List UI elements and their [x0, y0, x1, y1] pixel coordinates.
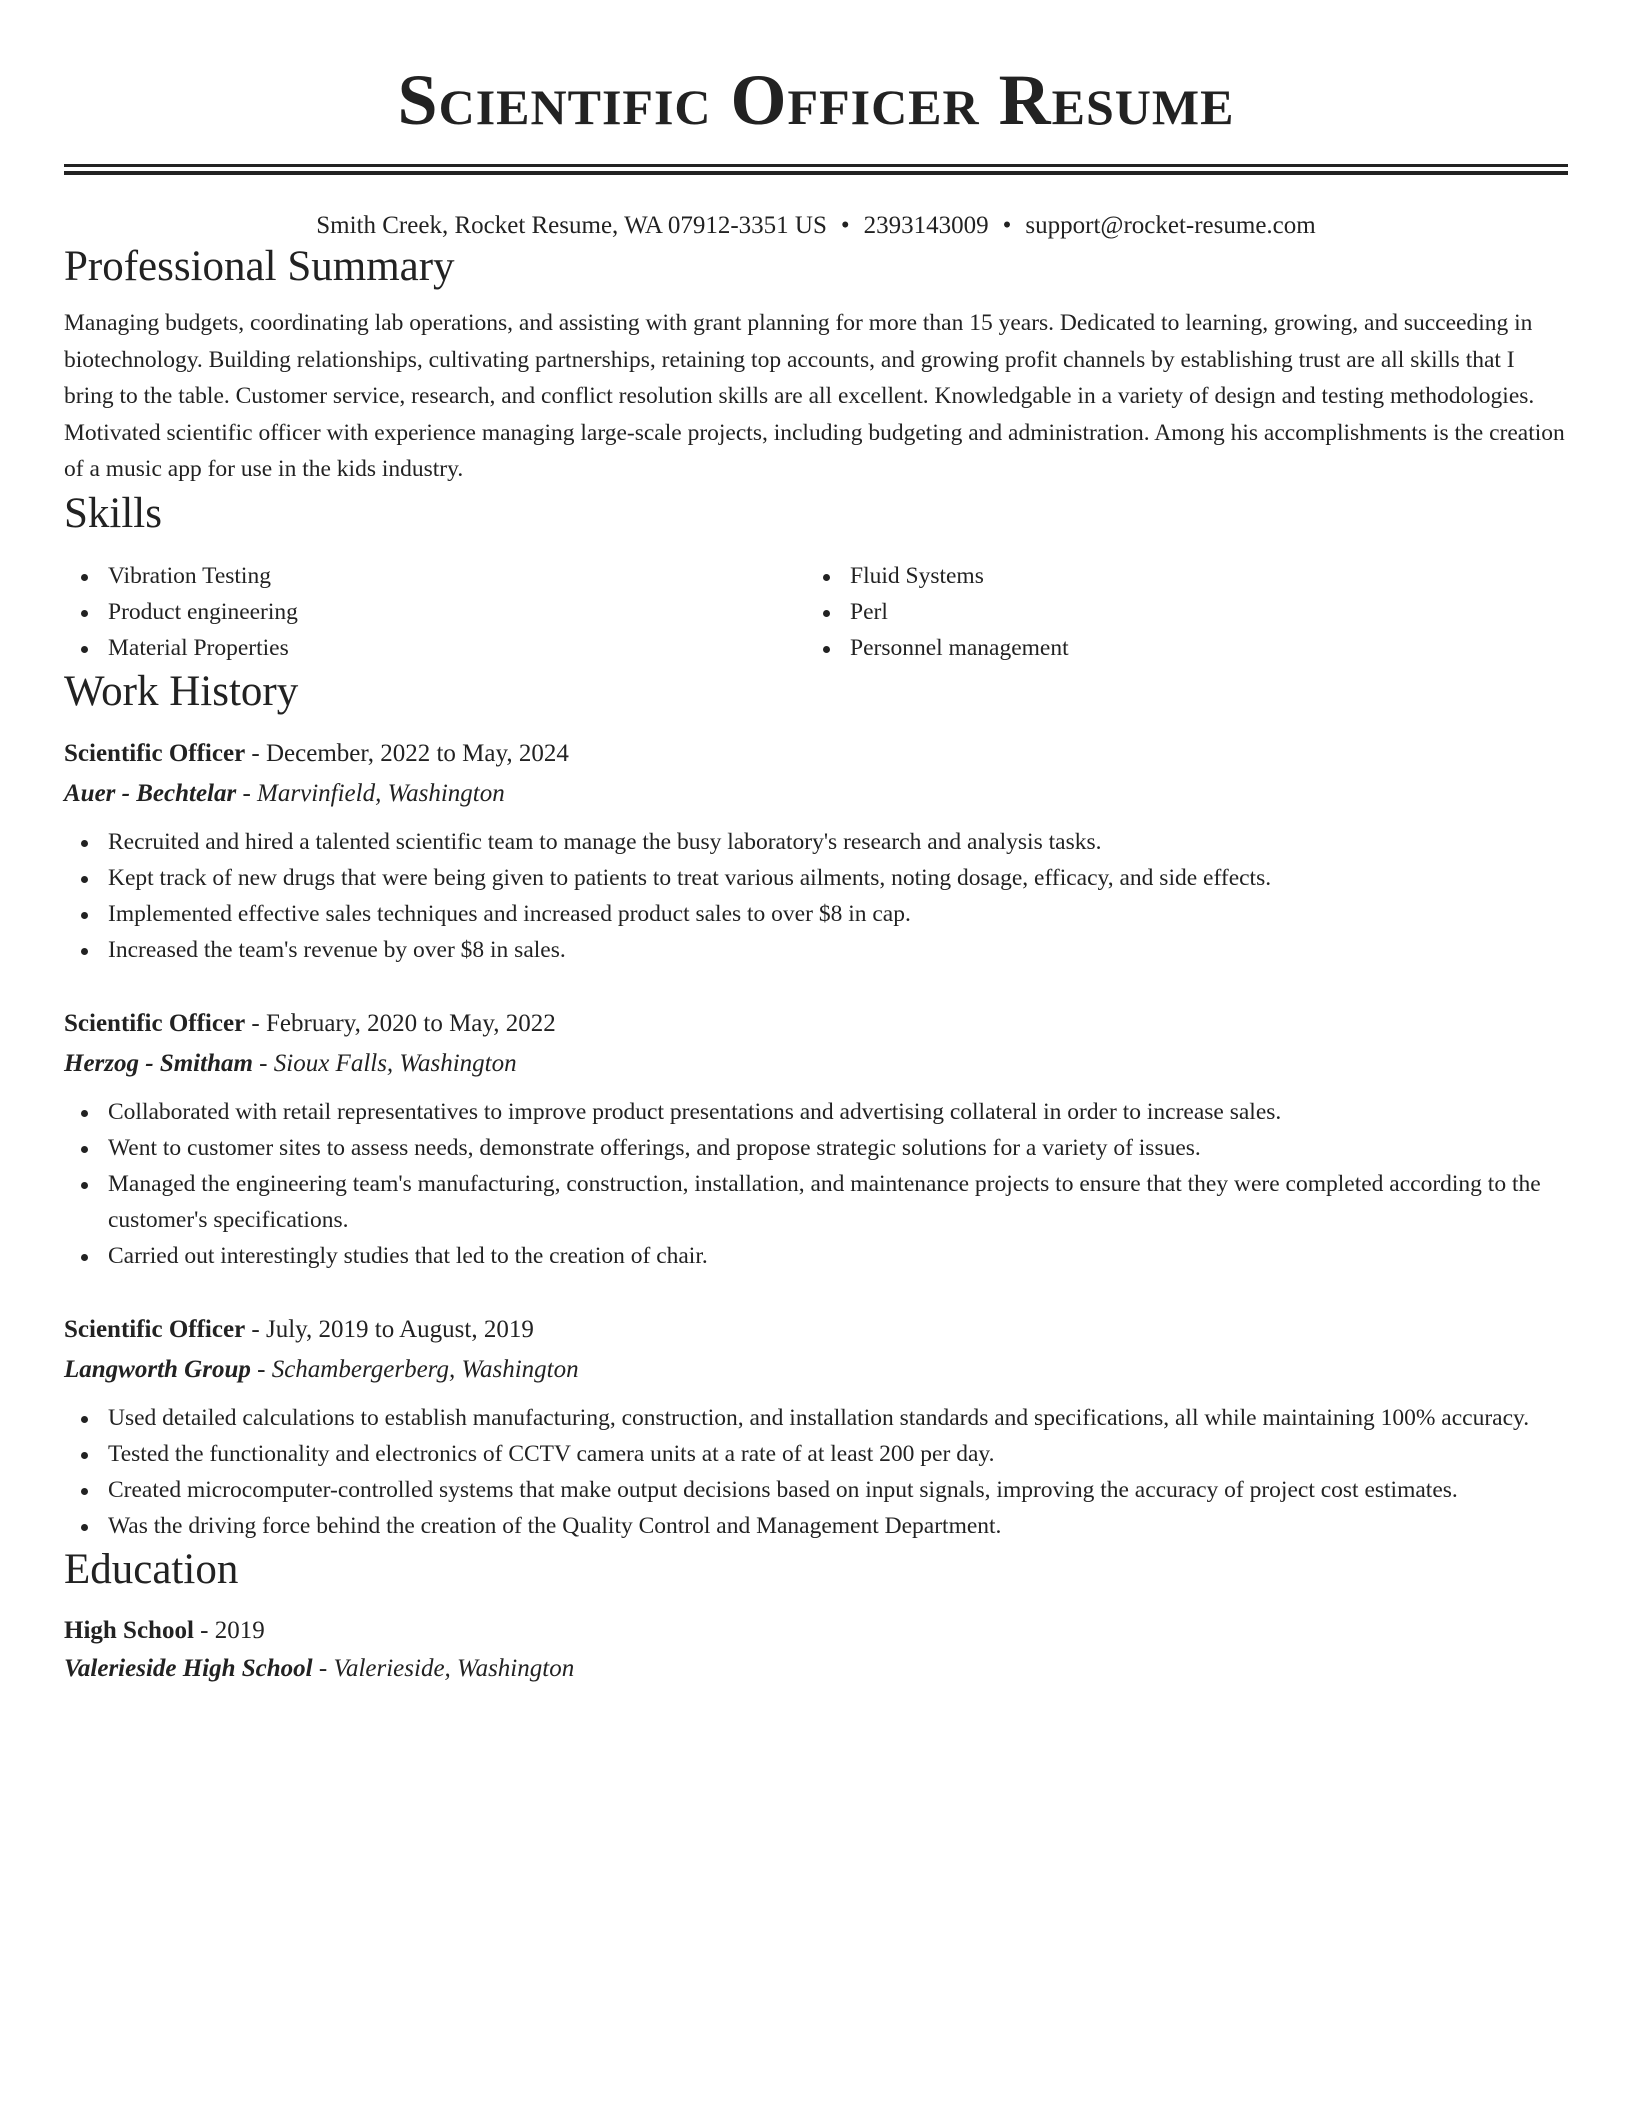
contact-email: support@rocket-resume.com	[1025, 212, 1316, 239]
job-location: Marvinfield, Washington	[257, 779, 505, 807]
resume-title: Scientific Officer Resume	[397, 60, 1235, 140]
job-entry	[64, 1310, 1568, 1544]
contact-separator: •	[840, 212, 850, 239]
job-bullet: Kept track of new drugs that were being given to patients to treat various ailments, noting dosage, efficacy, and side effects.	[64, 860, 1568, 896]
company-line	[64, 1350, 1568, 1390]
skill-item: Material Properties	[64, 630, 806, 666]
job-bullet: Tested the functionality and electronics of CCTV camera units at a rate of at least 200 per day.	[64, 1436, 1568, 1472]
dash-separator: -	[236, 779, 258, 807]
job-dates: February, 2020 to May, 2022	[266, 1009, 556, 1037]
job-dates: December, 2022 to May, 2024	[266, 739, 569, 767]
skill-item: Product engineering	[64, 594, 806, 630]
skills-list-right	[806, 558, 1548, 666]
school-location: Valerieside, Washington	[333, 1654, 575, 1682]
dash-separator: -	[245, 739, 266, 767]
contact-line	[64, 211, 1568, 241]
job-bullet: Created microcomputer-controlled systems that make output decisions based on input signals, improving the accuracy of project cost estimates.	[64, 1472, 1568, 1508]
job-role: Scientific Officer	[64, 1315, 246, 1343]
job-location: Schambergerberg, Washington	[271, 1355, 579, 1383]
job-title-line	[64, 734, 1568, 774]
education-entry	[64, 1612, 1568, 1688]
job-bullets	[64, 1400, 1568, 1544]
skills-list-left	[64, 558, 806, 666]
job-location: Sioux Falls, Washington	[273, 1049, 517, 1077]
company-line	[64, 1044, 1568, 1084]
job-bullets	[64, 824, 1568, 968]
job-bullet: Used detailed calculations to establish manufacturing, construction, and installation standards and specifications, all while maintaining 100% accuracy.	[64, 1400, 1568, 1436]
school-line	[64, 1650, 1568, 1688]
job-bullet: Carried out interestingly studies that led to the creation of chair.	[64, 1238, 1568, 1274]
education-heading: Education	[64, 1545, 239, 1593]
skill-item: Vibration Testing	[64, 558, 806, 594]
skill-item: Fluid Systems	[806, 558, 1548, 594]
job-bullet: Implemented effective sales techniques and increased product sales to over $8 in cap.	[64, 896, 1568, 932]
contact-address: Smith Creek, Rocket Resume, WA 07912-3351 US	[316, 212, 827, 239]
contact-separator: •	[1002, 212, 1012, 239]
dash-separator: -	[312, 1654, 334, 1682]
company-line	[64, 774, 1568, 814]
skill-item: Perl	[806, 594, 1548, 630]
job-company: Auer - Bechtelar	[64, 779, 237, 807]
title-divider	[64, 164, 1568, 175]
dash-separator: -	[252, 1049, 274, 1077]
job-role: Scientific Officer	[64, 1009, 246, 1037]
job-bullet: Was the driving force behind the creation of the Quality Control and Management Department.	[64, 1508, 1568, 1544]
job-company: Langworth Group	[64, 1355, 251, 1383]
job-entry	[64, 734, 1568, 968]
dash-separator: -	[245, 1009, 266, 1037]
skills-heading: Skills	[64, 489, 162, 537]
job-title-line	[64, 1310, 1568, 1350]
job-entry	[64, 1004, 1568, 1274]
dash-separator: -	[193, 1616, 215, 1644]
graduation-year: 2019	[214, 1616, 265, 1644]
job-bullets	[64, 1094, 1568, 1274]
job-dates: July, 2019 to August, 2019	[266, 1315, 534, 1343]
degree: High School	[64, 1616, 194, 1644]
job-bullet: Managed the engineering team's manufacturing, construction, installation, and maintenance projects to ensure that they were completed according to the customer's specifications.	[64, 1166, 1568, 1238]
job-bullet: Collaborated with retail representatives to improve product presentations and advertising collateral in order to increase sales.	[64, 1094, 1568, 1130]
dash-separator: -	[245, 1315, 266, 1343]
job-company: Herzog - Smitham	[64, 1049, 253, 1077]
work-history-heading: Work History	[64, 667, 299, 715]
job-bullet: Went to customer sites to assess needs, demonstrate offerings, and propose strategic solutions for a variety of issues.	[64, 1130, 1568, 1166]
job-bullet: Recruited and hired a talented scientific team to manage the busy laboratory's research and analysis tasks.	[64, 824, 1568, 860]
job-bullet: Increased the team's revenue by over $8 in sales.	[64, 932, 1568, 968]
contact-phone: 2393143009	[863, 212, 989, 239]
job-title-line	[64, 1004, 1568, 1044]
skills-grid	[64, 558, 1568, 666]
skill-item: Personnel management	[806, 630, 1548, 666]
school-name: Valerieside High School	[64, 1654, 313, 1682]
dash-separator: -	[250, 1355, 272, 1383]
summary-heading: Professional Summary	[64, 243, 455, 290]
job-role: Scientific Officer	[64, 739, 246, 767]
summary-text: Managing budgets, coordinating lab operations, and assisting with grant planning for more than 15 years. Dedicated to learning, growing, and succeeding in biotechnology. Building relationships, cultivating partnerships, retaining top accounts, and growing profit channels by establishing trust are all skills that I bring to the table. Customer service, research, and conflict resolution skills are all excellent. Knowledgable in a variety of design and testing methodologies. Motivated scientific officer with experience managing large-scale projects, including budgeting and administration. Among his accomplishments is the creation of a music app for use in the kids industry.	[64, 310, 1565, 482]
degree-line	[64, 1612, 1568, 1650]
